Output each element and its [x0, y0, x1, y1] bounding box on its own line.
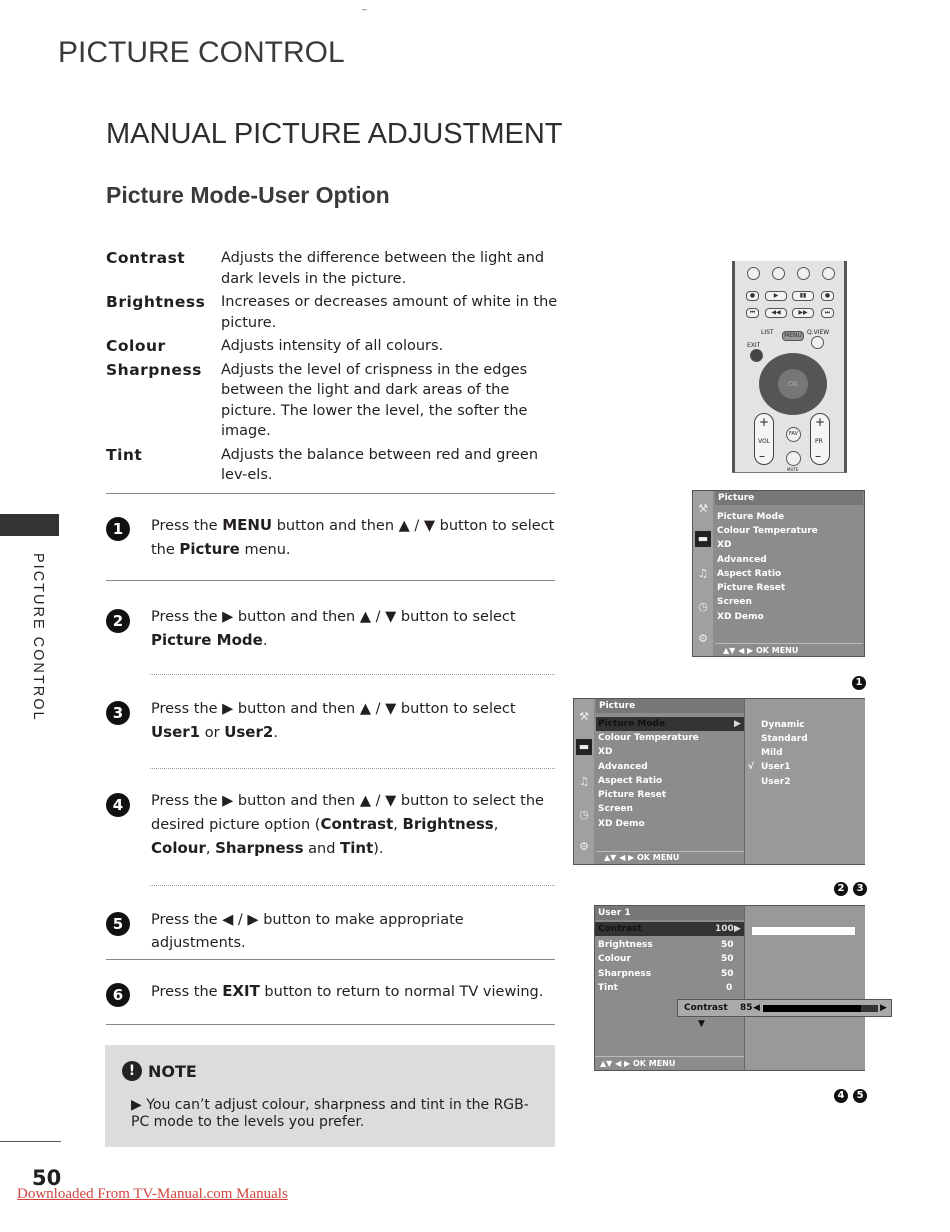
definition-desc: Adjusts the level of crispness in the edges between the light and dark areas of the picture. The lower the level, the softer the image.	[221, 361, 528, 439]
page-header: PICTURE CONTROL	[58, 36, 345, 69]
osd-picture-menu	[692, 490, 865, 657]
step-text	[151, 698, 556, 745]
mute-button	[786, 451, 801, 466]
remote-button	[747, 267, 760, 280]
text: Press the ▶ button and then ▲ / ▼ button to select	[151, 701, 516, 717]
definition-term: Contrast	[106, 249, 186, 267]
vol-plus-icon: +	[759, 415, 770, 429]
divider	[106, 959, 555, 960]
text: Press the	[151, 518, 223, 534]
osd-item[interactable]: Picture Reset	[598, 790, 667, 800]
text: Press the ▶ button and then ▲ / ▼ button to select the desired picture option (	[151, 793, 544, 833]
divider	[150, 674, 555, 675]
audio-icon: ♫	[579, 775, 589, 788]
osd-title: Picture	[715, 491, 863, 505]
osd-icon-column	[574, 699, 594, 864]
keyword: Picture Mode	[151, 631, 263, 649]
step-number: 6	[106, 983, 130, 1007]
osd-picture-mode-menu	[573, 698, 865, 865]
text: Press the ◀ / ▶ button to make appropriate adjustments.	[151, 912, 464, 951]
osd-item[interactable]: Screen	[717, 597, 752, 607]
text: Press the ▶ button and then ▲ / ▼ button to select	[151, 609, 516, 625]
step-text	[151, 514, 556, 562]
definition-row	[106, 445, 558, 486]
step-1	[106, 514, 556, 562]
osd-item[interactable]: Colour Temperature	[717, 526, 818, 536]
text: .	[273, 725, 278, 741]
osd-item[interactable]: Advanced	[598, 762, 648, 772]
step-number: 1	[106, 517, 130, 541]
step-5	[106, 909, 556, 955]
osd-arrow-right-icon: ▶	[734, 719, 741, 729]
step-3	[106, 698, 556, 745]
slider-right-arrow-icon[interactable]: ▶	[880, 1003, 887, 1013]
osd-preview-panel	[744, 906, 865, 1070]
definition-row	[106, 336, 558, 357]
osd-item[interactable]: XD Demo	[717, 612, 764, 622]
osd-item[interactable]: Picture Reset	[717, 583, 786, 593]
submenu-item[interactable]: User2	[761, 777, 791, 787]
step-4	[106, 790, 556, 861]
clock-icon: ◷	[698, 600, 708, 613]
osd-item[interactable]: Picture Mode	[717, 512, 785, 522]
submenu-item[interactable]: Mild	[761, 748, 783, 758]
exit-label: EXIT	[747, 342, 761, 349]
osd-row-value: 50	[721, 954, 734, 964]
osd-row-value: 50	[721, 940, 734, 950]
keyword: User1	[151, 723, 201, 741]
step-text	[151, 790, 556, 861]
option-icon: ⚙	[698, 632, 708, 645]
osd-submenu	[744, 699, 865, 864]
step-number: 2	[106, 609, 130, 633]
text: button and then ▲ / ▼ button to select the	[151, 518, 555, 558]
definition-term: Sharpness	[106, 360, 202, 379]
keyword: Contrast	[320, 815, 394, 833]
page-number: 50	[32, 1166, 62, 1190]
caption-number: 5	[853, 1089, 867, 1103]
text: .	[262, 633, 268, 649]
text: Press the	[151, 984, 223, 1000]
osd-row-label[interactable]: Colour	[598, 954, 631, 964]
figure-caption	[834, 876, 867, 896]
definition-row	[106, 248, 558, 289]
submenu-item[interactable]: Dynamic	[761, 720, 805, 730]
osd-row-label[interactable]: Tint	[598, 983, 618, 993]
step-text	[151, 606, 556, 653]
osd-item[interactable]: XD	[717, 540, 732, 550]
osd-item[interactable]: Aspect Ratio	[717, 569, 782, 579]
keyword: EXIT	[222, 982, 260, 1000]
text: ,	[493, 817, 499, 833]
divider	[150, 768, 555, 769]
step-6	[106, 980, 556, 1007]
osd-item[interactable]: Colour Temperature	[598, 733, 699, 743]
stop-button: ●	[821, 291, 834, 301]
osd-item[interactable]: Aspect Ratio	[598, 776, 663, 786]
keyword: Picture	[179, 540, 240, 558]
osd-row-value: 0	[726, 983, 733, 993]
step-number: 4	[106, 793, 130, 817]
fav-button: FAV	[786, 427, 801, 442]
osd-row-label[interactable]: Brightness	[598, 940, 653, 950]
step-text	[151, 909, 556, 955]
text: ,	[205, 841, 216, 857]
slider-left-arrow-icon[interactable]: ◀	[753, 1003, 760, 1013]
definition-desc: Adjusts the balance between red and green lev-els.	[221, 446, 539, 483]
watermark-link[interactable]: Downloaded From TV-Manual.com Manuals	[17, 1186, 288, 1202]
submenu-item-selected[interactable]: User1	[761, 762, 791, 772]
play-button: ▶	[765, 291, 787, 301]
mute-label: MUTE	[787, 467, 799, 472]
pr-label: PR	[815, 438, 823, 445]
text: and	[303, 841, 341, 857]
note-title: NOTE	[148, 1062, 197, 1081]
wrench-icon: ⚒	[579, 710, 589, 723]
prev-button: ⏮	[746, 308, 759, 318]
osd-item[interactable]: Screen	[598, 804, 633, 814]
top-dash: _	[362, 0, 367, 11]
pr-minus-icon: –	[815, 449, 821, 463]
definition-term: Tint	[106, 445, 143, 464]
sidebar-tab	[0, 514, 59, 536]
audio-icon: ♫	[698, 567, 708, 580]
keyword: Sharpness	[215, 839, 304, 857]
text: button to return to normal TV viewing.	[259, 984, 544, 1000]
step-text	[151, 980, 543, 1004]
osd-footer: ▲▼ ◀ ▶ OK MENU	[604, 853, 680, 862]
osd-item[interactable]: XD Demo	[598, 819, 645, 829]
osd-row-value: 50	[721, 969, 734, 979]
forward-button: ▶▶	[792, 308, 814, 318]
remote-button	[772, 267, 785, 280]
slider-track[interactable]	[763, 1005, 878, 1012]
rewind-button: ◀◀	[765, 308, 787, 318]
definition-desc: Adjusts the difference between the light and dark levels in the picture.	[221, 250, 545, 287]
figure-caption	[834, 1083, 867, 1103]
definition-desc: Adjusts intensity of all colours.	[221, 338, 444, 354]
sidebar-label: PICTURE CONTROL	[30, 553, 46, 722]
menu-button: MENU	[782, 331, 804, 341]
osd-user-menu	[594, 905, 865, 1071]
submenu-item[interactable]: Standard	[761, 734, 808, 744]
keyword: Brightness	[402, 815, 494, 833]
picture-icon: ▬	[576, 739, 592, 755]
caption-number: 4	[834, 1089, 848, 1103]
osd-footer: ▲▼ ◀ ▶ OK MENU	[600, 1059, 676, 1068]
qview-label: Q.VIEW	[807, 329, 830, 336]
caption-number: 3	[853, 882, 867, 896]
option-icon: ⚙	[579, 840, 589, 853]
definition-desc: Increases or decreases amount of white in the picture.	[221, 294, 558, 331]
text: ,	[393, 817, 403, 833]
pr-plus-icon: +	[815, 415, 826, 429]
definition-row	[106, 292, 558, 333]
picture-icon: ▬	[695, 531, 711, 547]
divider	[106, 580, 555, 581]
definition-row	[106, 360, 558, 442]
osd-row-label[interactable]: Contrast	[598, 924, 642, 934]
remote-button	[822, 267, 835, 280]
list-label: LIST	[761, 329, 774, 336]
section-title: MANUAL PICTURE ADJUSTMENT	[106, 118, 563, 150]
osd-title: Picture	[596, 699, 744, 713]
step-number: 3	[106, 701, 130, 725]
divider	[106, 493, 555, 494]
exit-button	[750, 349, 763, 362]
preview-bar	[752, 927, 855, 935]
osd-arrow-right-icon: ▶	[734, 924, 741, 934]
caption-number: 1	[852, 676, 866, 690]
wrench-icon: ⚒	[698, 502, 708, 515]
subsection-title: Picture Mode-User Option	[106, 182, 390, 208]
osd-icon-column	[693, 491, 713, 656]
pause-button: ▮▮	[792, 291, 814, 301]
next-button: ⏭	[821, 308, 834, 318]
figure-caption	[852, 670, 866, 690]
osd-item[interactable]: Advanced	[717, 555, 767, 565]
vol-minus-icon: –	[759, 449, 765, 463]
check-icon: √	[748, 762, 755, 772]
note-box	[105, 1045, 555, 1147]
exclamation-icon: !	[122, 1061, 142, 1081]
definitions-table	[106, 248, 558, 489]
slider-fill	[763, 1005, 861, 1012]
osd-item[interactable]: XD	[598, 747, 613, 757]
osd-row-value: 100	[715, 924, 734, 934]
keyword: Colour	[151, 839, 206, 857]
clock-icon: ◷	[579, 808, 589, 821]
osd-row-label[interactable]: Sharpness	[598, 969, 652, 979]
osd-divider	[596, 851, 744, 852]
vol-label: VOL	[758, 438, 771, 445]
text: or	[200, 725, 225, 741]
caption-number: 2	[834, 882, 848, 896]
osd-footer: ▲▼ ◀ ▶ OK MENU	[723, 646, 799, 655]
note-text: ▶ You can’t adjust colour, sharpness and tint in the RGB-PC mode to the levels you prefer.	[131, 1097, 529, 1130]
osd-divider	[595, 1056, 744, 1057]
text: ).	[373, 841, 384, 857]
keyword: User2	[224, 723, 274, 741]
ok-button: OK	[778, 369, 808, 399]
remote-button	[797, 267, 810, 280]
qview-button	[811, 336, 824, 349]
step-number: 5	[106, 912, 130, 936]
contrast-slider-popup[interactable]	[677, 999, 892, 1017]
osd-divider	[715, 643, 863, 644]
osd-title: User 1	[595, 906, 744, 920]
divider	[150, 885, 555, 886]
slider-value: 85	[740, 1003, 753, 1013]
text: menu.	[239, 542, 291, 558]
sidebar-rule	[0, 1141, 61, 1142]
keyword: MENU	[222, 516, 273, 534]
definition-term: Brightness	[106, 293, 206, 311]
step-2	[106, 606, 556, 653]
remote-control	[732, 261, 847, 473]
osd-item-selected[interactable]: Picture Mode	[598, 719, 666, 729]
divider	[106, 1024, 555, 1025]
down-arrow-icon: ▼	[698, 1019, 705, 1029]
slider-label: Contrast	[684, 1003, 728, 1013]
record-button: ●	[746, 291, 759, 301]
keyword: Tint	[340, 839, 374, 857]
definition-term: Colour	[106, 337, 166, 355]
